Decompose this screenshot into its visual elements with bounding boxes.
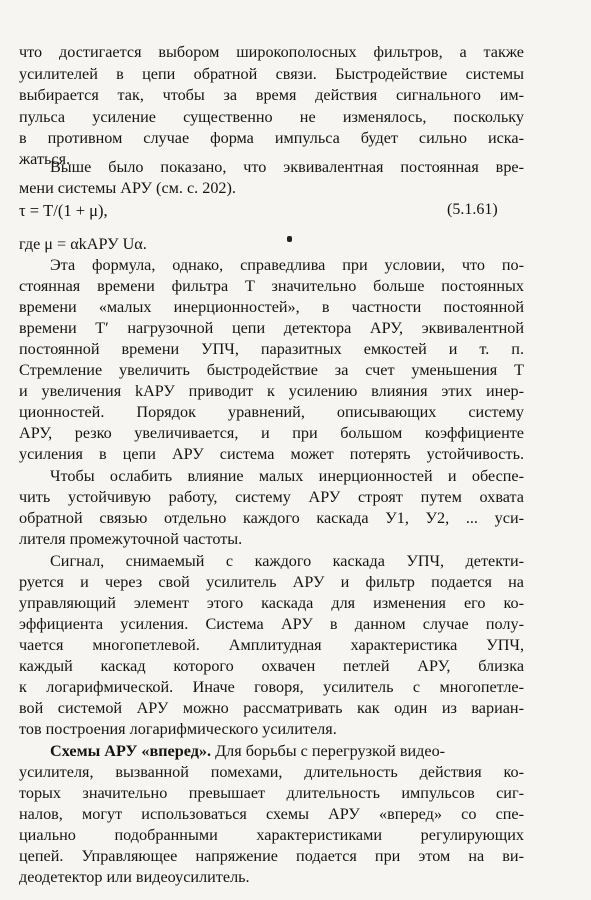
text-line: усилителя, вызванной помехами, длительность действия ко- [19,763,524,781]
formula-number: (5.1.61) [447,201,498,218]
ink-dot [287,236,292,242]
text-line: тов построения логарифмического усилителя. [19,720,337,738]
text-line: времени T′ нагрузочной цепи детектора АРУ, эквивалентной [19,319,524,337]
bold-heading: Схемы АРУ «вперед». [50,742,212,760]
text-line: Эта формула, однако, справедлива при условии, что по- [50,256,524,274]
section-heading [50,741,445,761]
text-line: налов, могут использоваться схемы АРУ «вперед» со спе- [19,805,524,823]
text-line: деодетектор или видеоусилитель. [19,868,250,886]
text-line: к логарифмической. Иначе говоря, усилитель с многопетле- [19,678,524,696]
text-line: управляющий элемент этого каскада для изменения его ко- [19,594,524,612]
text-line: циально подобранными характеристиками регулирующих [19,826,524,844]
text-line: усилителей в цепи обратной связи. Быстродействие системы [19,65,524,83]
text-line: Чтобы ослабить влияние малых инерционностей и обеспе- [50,467,524,485]
text-line: жаться. [19,150,71,168]
text-line: времени «малых инерционностей», в частности постоянной [19,298,524,316]
text-line: Выше было показано, что эквивалентная постоянная вре- [50,158,524,176]
text-line: ционностей. Порядок уравнений, описывающих систему [19,403,524,421]
text-line: что достигается выбором широкополосных фильтров, а также [19,43,524,61]
text-line: мени системы АРУ (см. с. 202). [19,179,236,197]
text-line: АРУ, резко увеличивается, и при большом коэффициенте [19,424,524,442]
text-line: в противном случае форма импульса будет сильно иска- [19,129,524,147]
text-line: выбирается так, чтобы за время действия сигнального им- [19,86,524,104]
heading-continuation: Для борьбы с перегрузкой видео- [215,742,446,760]
text-line: обратной связью отдельно каждого каскада У1, У2, ... уси- [19,509,524,527]
text-line: Сигнал, снимаемый с каждого каскада УПЧ, детекти- [50,552,524,570]
text-line: стоянная времени фильтра T значительно больше постоянных [19,277,524,295]
text-line: чается многопетлевой. Амплитудная характеристика УПЧ, [19,636,524,654]
text-line: где μ = αkАРУ Uα. [19,235,147,253]
text-line: цепей. Управляющее напряжение подается при этом на ви- [19,847,524,865]
text-line: вой системой АРУ можно рассматривать как один из вариан- [19,699,524,717]
text-line: пульса усиление существенно не изменялось, поскольку [19,108,524,126]
formula: τ = T/(1 + μ), [19,201,108,220]
text-line: и увеличения kАРУ приводит к усилению влияния этих инер- [19,382,524,400]
text-line: Стремление увеличить быстродействие за счет уменьшения T [19,361,524,379]
text-line: эффициента усиления. Система АРУ в данном случае полу- [19,615,524,633]
text-line: торых значительно превышает длительность импульсов сиг- [19,784,524,802]
text-line: руется и через свой усилитель АРУ и фильтр подается на [19,573,524,591]
text-line: постоянной времени УПЧ, паразитных емкостей и т. п. [19,340,524,358]
text-line: каждый каскад которого охвачен петлей АРУ, близка [19,657,524,675]
text-line: чить устойчивую работу, систему АРУ строят путем охвата [19,488,524,506]
text-line: усиления в цепи АРУ система может потерять устойчивость. [19,445,524,463]
text-line: лителя промежуточной частоты. [19,530,243,548]
